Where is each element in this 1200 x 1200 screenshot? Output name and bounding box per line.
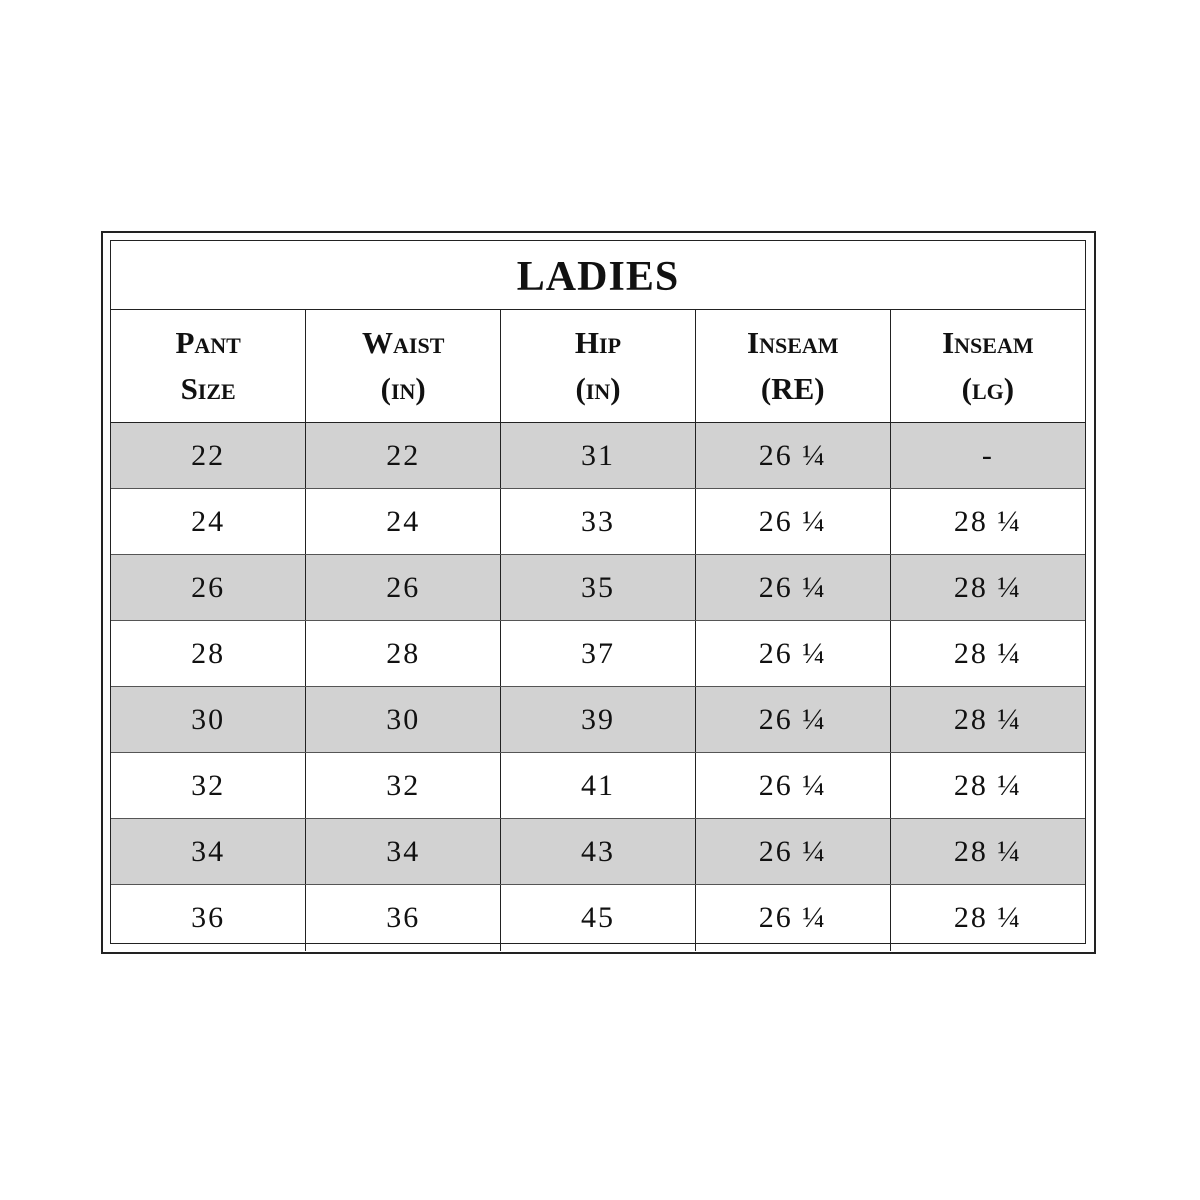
- table-row: [111, 687, 1085, 753]
- header-pant-size: [111, 310, 306, 423]
- size-chart-inner-frame: [110, 240, 1086, 944]
- cell-inseam-re: 26 ¼: [695, 753, 890, 819]
- cell-pant-size: 30: [111, 687, 306, 753]
- table-row: [111, 753, 1085, 819]
- header-line-1: Inseam: [747, 325, 839, 360]
- cell-pant-size: 22: [111, 423, 306, 489]
- cell-inseam-lg: 28 ¼: [890, 819, 1085, 885]
- table-row: [111, 819, 1085, 885]
- cell-inseam-re: 26 ¼: [695, 555, 890, 621]
- cell-waist: 26: [306, 555, 501, 621]
- cell-inseam-lg: -: [890, 423, 1085, 489]
- cell-waist: 28: [306, 621, 501, 687]
- cell-inseam-lg: 28 ¼: [890, 489, 1085, 555]
- table-row: [111, 621, 1085, 687]
- title-row: [111, 241, 1085, 310]
- header-line-1: Waist: [362, 325, 445, 360]
- header-line-2: Size: [180, 371, 236, 406]
- cell-pant-size: 36: [111, 885, 306, 951]
- header-row: [111, 310, 1085, 423]
- header-line-2: (RE): [760, 371, 825, 406]
- header-line-2: (in): [575, 371, 621, 406]
- header-line-2: (in): [380, 371, 426, 406]
- table-row: [111, 885, 1085, 951]
- cell-pant-size: 26: [111, 555, 306, 621]
- cell-inseam-lg: 28 ¼: [890, 753, 1085, 819]
- cell-inseam-re: 26 ¼: [695, 423, 890, 489]
- header-line-1: Hip: [574, 325, 622, 360]
- cell-pant-size: 34: [111, 819, 306, 885]
- cell-hip: 33: [501, 489, 696, 555]
- cell-inseam-lg: 28 ¼: [890, 687, 1085, 753]
- cell-pant-size: 24: [111, 489, 306, 555]
- header-inseam-re: [695, 310, 890, 423]
- header-line-1: Pant: [175, 325, 241, 360]
- table-row: [111, 423, 1085, 489]
- header-hip: [501, 310, 696, 423]
- header-inseam-lg: [890, 310, 1085, 423]
- cell-pant-size: 28: [111, 621, 306, 687]
- ladies-size-table: [111, 241, 1085, 951]
- table-title: LADIES: [111, 241, 1085, 310]
- cell-inseam-re: 26 ¼: [695, 687, 890, 753]
- cell-hip: 45: [501, 885, 696, 951]
- cell-waist: 22: [306, 423, 501, 489]
- cell-hip: 41: [501, 753, 696, 819]
- cell-inseam-re: 26 ¼: [695, 885, 890, 951]
- cell-pant-size: 32: [111, 753, 306, 819]
- cell-hip: 37: [501, 621, 696, 687]
- table-row: [111, 489, 1085, 555]
- cell-hip: 35: [501, 555, 696, 621]
- header-line-2: (lg): [961, 371, 1015, 406]
- cell-hip: 43: [501, 819, 696, 885]
- cell-waist: 30: [306, 687, 501, 753]
- cell-hip: 39: [501, 687, 696, 753]
- cell-inseam-lg: 28 ¼: [890, 555, 1085, 621]
- cell-waist: 32: [306, 753, 501, 819]
- table-row: [111, 555, 1085, 621]
- cell-inseam-re: 26 ¼: [695, 489, 890, 555]
- cell-inseam-re: 26 ¼: [695, 819, 890, 885]
- header-waist: [306, 310, 501, 423]
- cell-inseam-lg: 28 ¼: [890, 621, 1085, 687]
- cell-waist: 34: [306, 819, 501, 885]
- cell-waist: 36: [306, 885, 501, 951]
- cell-waist: 24: [306, 489, 501, 555]
- cell-inseam-re: 26 ¼: [695, 621, 890, 687]
- cell-inseam-lg: 28 ¼: [953, 900, 1022, 934]
- header-line-1: Inseam: [942, 325, 1034, 360]
- cell-hip: 31: [501, 423, 696, 489]
